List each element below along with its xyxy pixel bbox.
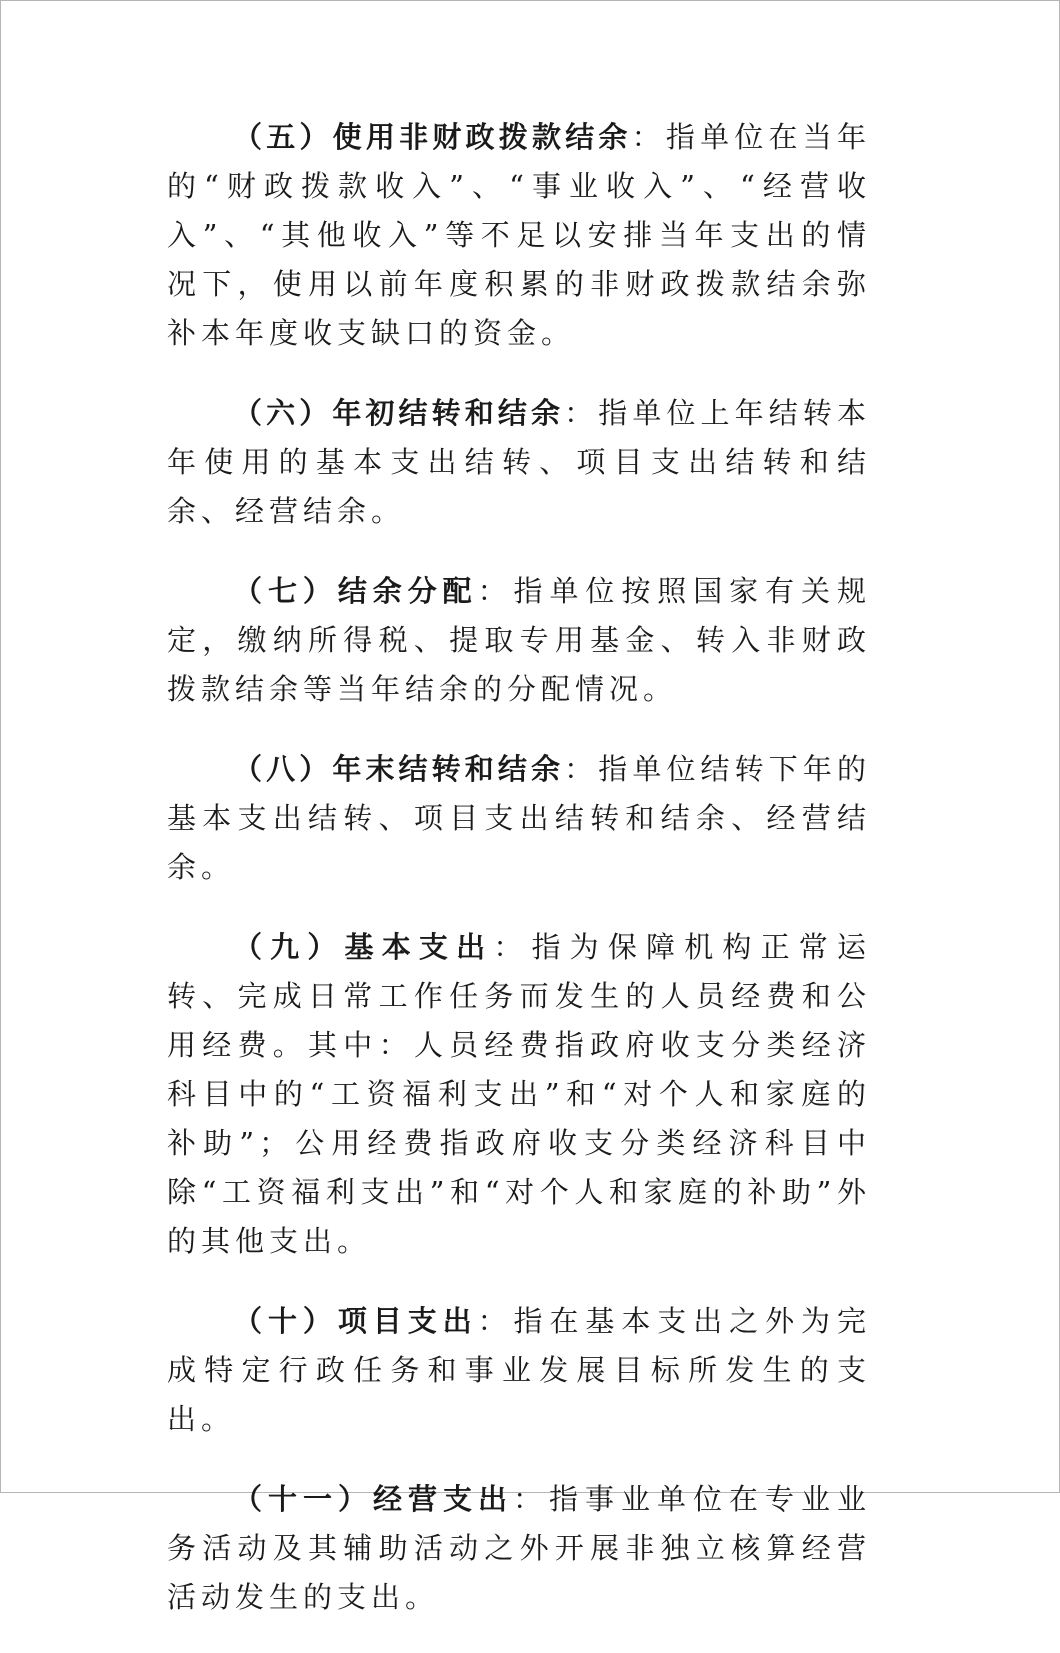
term-heading: （九）基本支出 (233, 930, 494, 964)
term-definition: ：指事业单位在专业业务活动及其辅助活动之外开展非独立核算经营活动发生的支出。 (167, 1482, 871, 1614)
term-heading: （七）结余分配 (233, 574, 478, 608)
paragraph-11 (167, 1475, 871, 1622)
term-definition: ：指在基本支出之外为完成特定行政任务和事业发展目标所发生的支出。 (167, 1304, 871, 1436)
term-heading: （十一）经营支出 (233, 1482, 513, 1516)
term-definition: ：指单位按照国家有关规定，缴纳所得税、提取专用基金、转入非财政拨款结余等当年结余的分配情况。 (167, 574, 871, 706)
paragraph-7 (167, 567, 871, 714)
term-heading: （十）项目支出 (233, 1304, 478, 1338)
term-definition: ：指单位在当年的“财政拨款收入”、“事业收入”、“经营收入”、“其他收入”等不足以安排当年支出的情况下，使用以前年度积累的非财政拨款结余弥补本年度收支缺口的资金。 (167, 120, 871, 350)
document-body (167, 113, 871, 1653)
term-definition: ：指单位结转下年的基本支出结转、项目支出结转和结余、经营结余。 (167, 752, 871, 884)
paragraph-8 (167, 745, 871, 892)
paragraph-10 (167, 1297, 871, 1444)
paragraph-6 (167, 389, 871, 536)
term-definition: ：指单位上年结转本年使用的基本支出结转、项目支出结转和结余、经营结余。 (167, 396, 871, 528)
term-heading: （六）年初结转和结余 (233, 396, 565, 430)
term-heading: （五）使用非财政拨款结余 (233, 120, 632, 154)
paragraph-5 (167, 113, 871, 358)
paragraph-9 (167, 923, 871, 1266)
term-definition: ：指为保障机构正常运转、完成日常工作任务而发生的人员经费和公用经费。其中：人员经费指政府收支分类经济科目中的“工资福利支出”和“对个人和家庭的补助”；公用经费指政府收支分类经济科目中除“工资福利支出”和“对个人和家庭的补助”外的其他支出。 (167, 930, 871, 1258)
term-heading: （八）年末结转和结余 (233, 752, 565, 786)
